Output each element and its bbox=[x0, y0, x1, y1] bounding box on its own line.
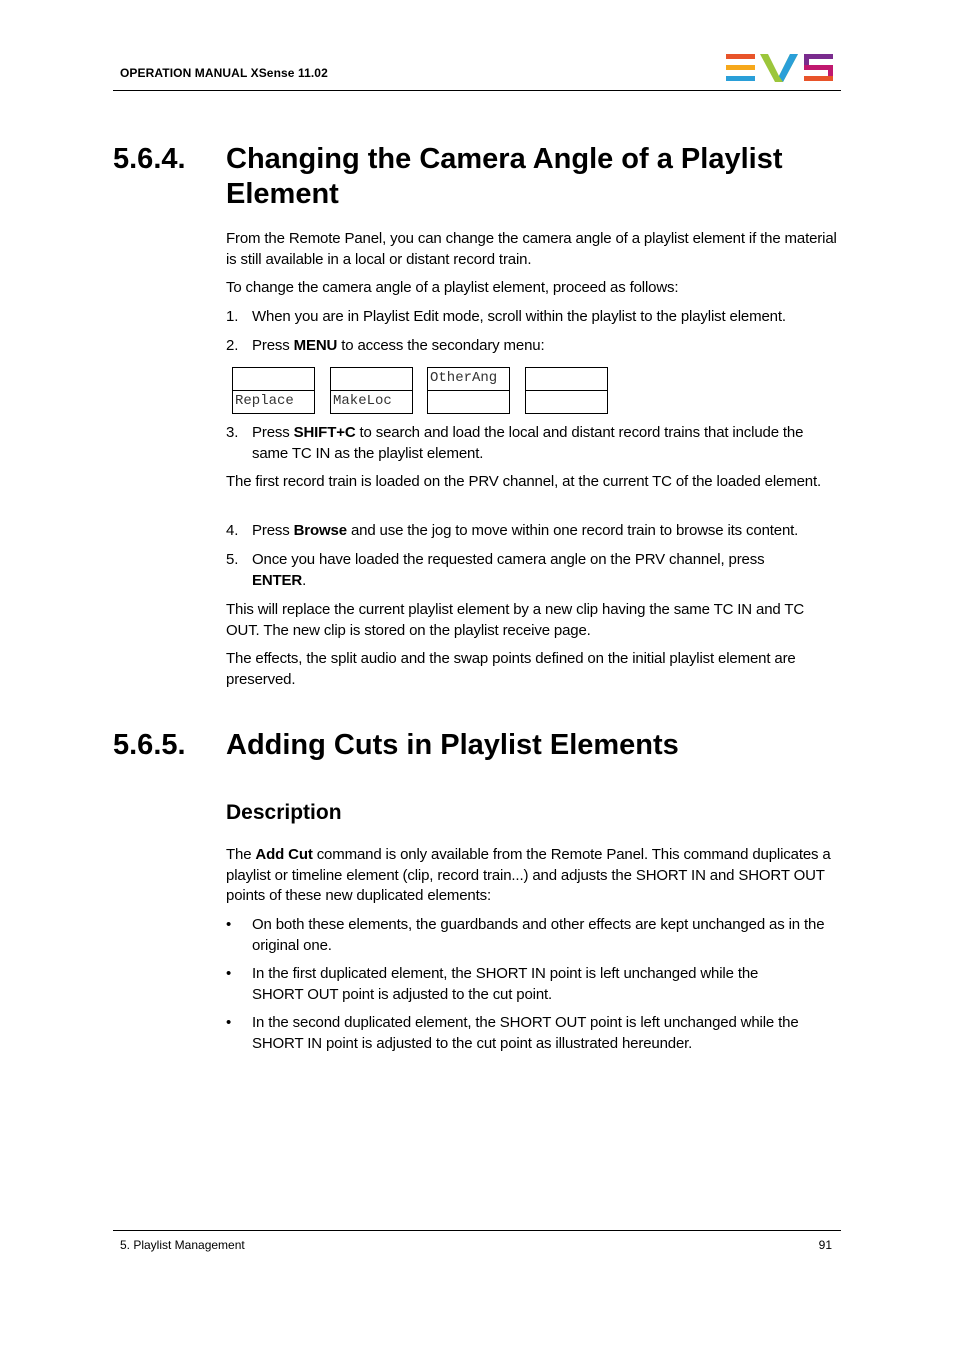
key-name: MENU bbox=[293, 337, 338, 354]
intro-paragraph: From the Remote Panel, you can change the camera angle of a playlist element if the material is still available in a local or distant record train. bbox=[226, 230, 837, 268]
step-text-post: and use the jog to move within one record train to browse its content. bbox=[346, 522, 799, 539]
add-cut-intro-paragraph bbox=[226, 845, 838, 907]
proceed-paragraph: To change the camera angle of a playlist element, proceed as follows: bbox=[226, 279, 679, 296]
header-rule bbox=[113, 90, 841, 91]
after-step-3-paragraph: The first record train is loaded on the PRV channel, at the current TC of the loaded element. bbox=[226, 473, 822, 490]
step-number: 3. bbox=[226, 424, 239, 441]
intro-text-pre: The bbox=[226, 846, 256, 863]
step-1 bbox=[226, 307, 838, 328]
step-number: 4. bbox=[226, 522, 239, 539]
step-text-pre: Once you have loaded the requested camera angle on the PRV channel, press bbox=[252, 551, 765, 568]
step-text-post: to search and load the local and distant record trains that include the same TC IN as the playlist element. bbox=[252, 424, 804, 462]
step-text bbox=[252, 423, 838, 464]
footer-chapter: 5. Playlist Management bbox=[120, 1238, 245, 1252]
step-text-pre: Press bbox=[252, 424, 294, 441]
menu-key-makeloc: MakeLoc bbox=[330, 390, 413, 414]
step-text bbox=[252, 550, 812, 591]
logo-bar bbox=[804, 76, 833, 81]
footer-rule bbox=[113, 1230, 841, 1231]
step-number: 1. bbox=[226, 308, 239, 325]
description-subheading: Description bbox=[226, 801, 342, 824]
command-name: Add Cut bbox=[255, 846, 313, 863]
logo-v-icon bbox=[760, 52, 798, 82]
bullet-item bbox=[226, 915, 838, 956]
bullet-marker: • bbox=[226, 916, 232, 933]
menu-key-otherang: OtherAng bbox=[427, 367, 510, 391]
step-number: 5. bbox=[226, 551, 239, 568]
intro-text-post: command is only available from the Remote Panel. This command duplicates a playlist or timeline element (clip, record train...) and adjusts the SHORT IN and SHORT OUT points of these new duplicated elements: bbox=[226, 846, 831, 904]
step-text-post: to access the secondary menu: bbox=[337, 337, 545, 354]
menu-key-top-4 bbox=[525, 367, 608, 391]
menu-key-replace: Replace bbox=[232, 390, 315, 414]
menu-key-top-2 bbox=[330, 367, 413, 391]
menu-key-bottom-4 bbox=[525, 390, 608, 414]
section-title: Adding Cuts in Playlist Elements bbox=[226, 729, 679, 761]
section-number: 5.6.5. bbox=[113, 729, 186, 761]
step-3 bbox=[226, 423, 838, 464]
logo-bar bbox=[726, 76, 755, 81]
step-5 bbox=[226, 550, 838, 591]
result-paragraph-1: This will replace the current playlist element by a new clip having the same TC IN and TC OUT. The new clip is stored on the playlist receive page. bbox=[226, 601, 805, 639]
page-number: 91 bbox=[818, 1238, 832, 1252]
bullet-item bbox=[226, 964, 838, 1005]
logo-bar bbox=[726, 54, 755, 59]
step-text bbox=[252, 336, 838, 357]
running-header-title: OPERATION MANUAL XSense 11.02 bbox=[120, 66, 328, 80]
step-number: 2. bbox=[226, 337, 239, 354]
section-number: 5.6.4. bbox=[113, 143, 186, 175]
step-text: When you are in Playlist Edit mode, scroll within the playlist to the playlist element. bbox=[252, 308, 786, 325]
bullet-text: On both these elements, the guardbands and other effects are kept unchanged as in the original one. bbox=[252, 916, 825, 954]
bullet-text: In the first duplicated element, the SHORT IN point is left unchanged while the SHORT OUT point is adjusted to the cut point. bbox=[252, 965, 759, 1003]
step-2 bbox=[226, 336, 838, 357]
step-text bbox=[252, 521, 838, 542]
menu-key-top-1 bbox=[232, 367, 315, 391]
key-name: ENTER bbox=[252, 571, 303, 589]
key-name: SHIFT+C bbox=[293, 424, 356, 441]
key-name: Browse bbox=[293, 522, 347, 539]
step-4 bbox=[226, 521, 838, 542]
step-text-pre: Press bbox=[252, 522, 294, 539]
logo-bar bbox=[726, 65, 755, 70]
evs-logo bbox=[724, 52, 836, 82]
bullet-item bbox=[226, 1013, 838, 1054]
menu-key-bottom-3 bbox=[427, 390, 510, 414]
bullet-marker: • bbox=[226, 1014, 232, 1031]
section-title: Changing the Camera Angle of a Playlist Element bbox=[226, 143, 783, 210]
bullet-marker: • bbox=[226, 965, 232, 982]
step-text-post: . bbox=[302, 571, 307, 589]
bullet-text: In the second duplicated element, the SHORT OUT point is left unchanged while the SHORT IN point is adjusted to the cut point as illustrated hereunder. bbox=[252, 1014, 799, 1052]
step-text-pre: Press bbox=[252, 337, 294, 354]
result-paragraph-2: The effects, the split audio and the swap points defined on the initial playlist element are preserved. bbox=[226, 650, 796, 688]
